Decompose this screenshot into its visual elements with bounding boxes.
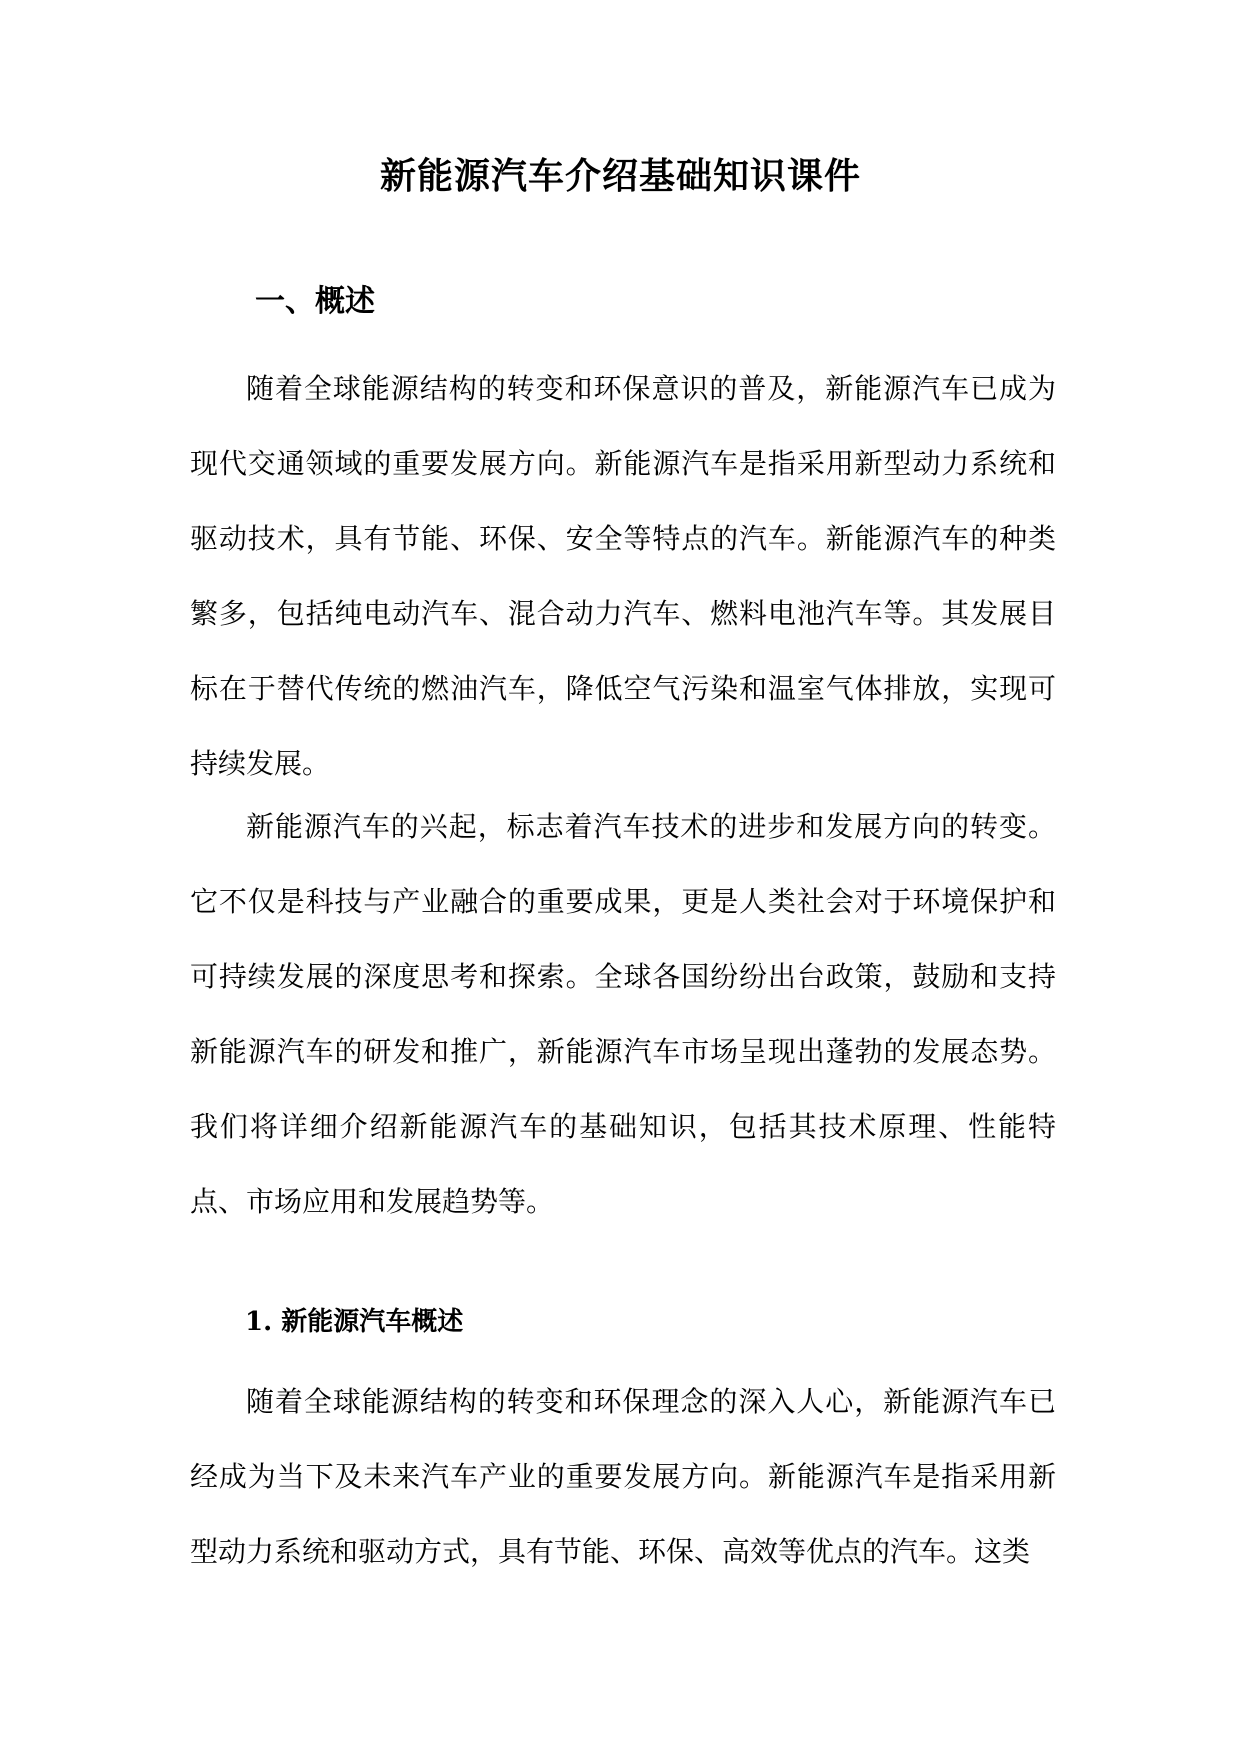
paragraph-nev-overview: 随着全球能源结构的转变和环保理念的深入人心，新能源汽车已经成为当下及未来汽车产业的重要发展方向。新能源汽车是指采用新型动力系统和驱动方式，具有节能、环保、高效等优点的汽车。这类 [190,1385,1056,1568]
subsection-heading-nev-overview: 1. 新能源汽车概述 [245,1307,464,1337]
paragraph-overview-2: 新能源汽车的兴起，标志着汽车技术的进步和发展方向的转变。它不仅是科技与产业融合的重要成果，更是人类社会对于环境保护和可持续发展的深度思考和探索。全球各国纷纷出台政策，鼓励和支持新能源汽车的研发和推广，新能源汽车市场呈现出蓬勃的发展态势。我们将详细介绍新能源汽车的基础知识，包括其技术原理、性能特点、市场应用和发展趋势等。 [190,810,1056,1218]
section-heading-overview: 一、概述 [255,284,375,319]
paragraph-overview-1: 随着全球能源结构的转变和环保意识的普及，新能源汽车已成为现代交通领域的重要发展方向。新能源汽车是指采用新型动力系统和驱动技术，具有节能、环保、安全等特点的汽车。新能源汽车的种类繁多，包括纯电动汽车、混合动力汽车、燃料电池汽车等。其发展目标在于替代传统的燃油汽车，降低空气污染和温室气体排放，实现可持续发展。 [190,372,1056,780]
document-title: 新能源汽车介绍基础知识课件 [379,155,861,197]
